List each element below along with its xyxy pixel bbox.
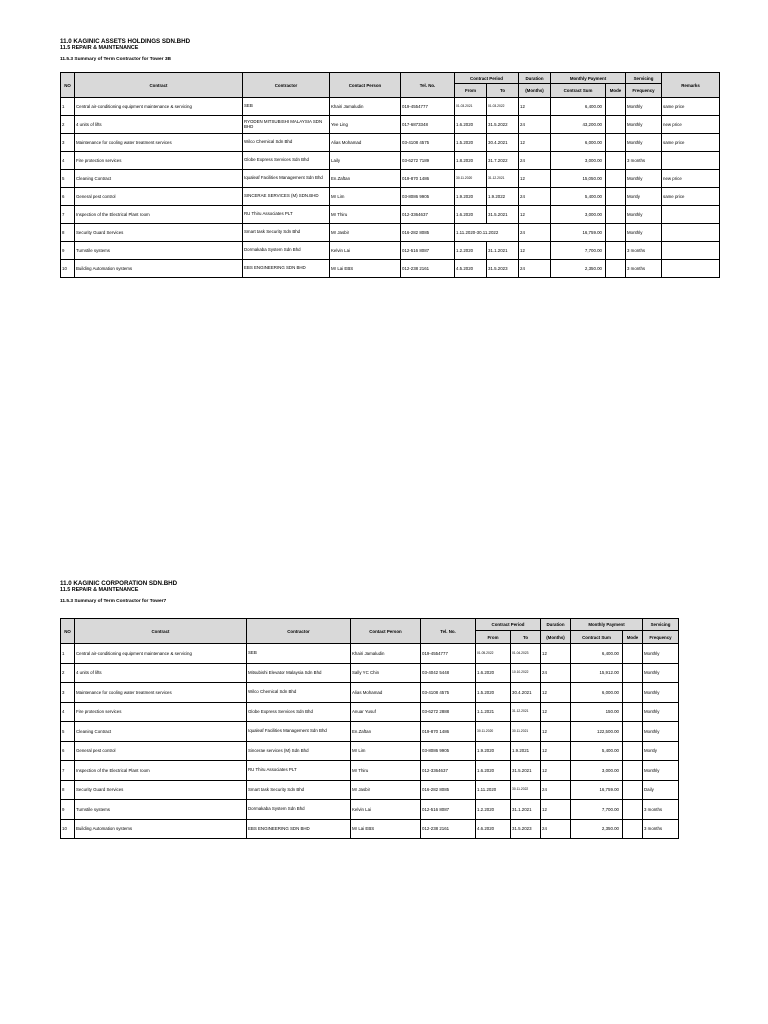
cell-remarks: same price — [662, 188, 720, 206]
section-subtitle: 11.5 REPAIR & MAINTENANCE — [60, 45, 139, 51]
table-row — [61, 188, 720, 206]
cell-mode — [606, 116, 626, 134]
cell-to: 30.4.2021 — [511, 683, 541, 703]
cell-mode — [606, 170, 626, 188]
cell-duration: 12 — [519, 170, 551, 188]
cell-sum: 6,000.00 — [551, 134, 606, 152]
cell-from: 01.05.2022 — [476, 644, 511, 664]
cell-tel: 016-282 8085 — [401, 224, 455, 242]
cell-tel: 016-282 8085 — [421, 780, 476, 800]
cell-tel: 03-4042 5448 — [421, 663, 476, 683]
cell-no: 6 — [61, 188, 75, 206]
table-title: 11.5.3 Summary of Term Contractor for Tower7 — [60, 598, 167, 604]
cell-from: 1.6.2020 — [455, 116, 487, 134]
header-servicing: Servicing — [626, 73, 662, 84]
cell-freq: 3 months — [626, 152, 662, 170]
table-row — [61, 224, 720, 242]
cell-person: Mr Thiru — [330, 206, 401, 224]
cell-sum: 6,000.00 — [571, 683, 623, 703]
cell-mode — [623, 800, 643, 820]
cell-from: 1.8.2020 — [455, 152, 487, 170]
cell-freq: Monthly — [643, 663, 679, 683]
cell-to: 10.10.2022 — [511, 663, 541, 683]
cell-contractor: Mitsubishi Elevator Malaysia Sdn Bhd — [247, 663, 351, 683]
cell-contractor: RU Thiru Associates PLT — [243, 206, 330, 224]
cell-contractor: SEB — [247, 644, 351, 664]
cell-to: 31.5.2022 — [487, 116, 519, 134]
cell-mode — [623, 683, 643, 703]
table-row — [61, 644, 679, 664]
header-monthly-payment: Monthly Payment — [571, 619, 643, 631]
header-contract-sum: Contract Sum — [551, 84, 606, 98]
cell-no: 10 — [61, 819, 75, 839]
cell-person: En.Zaftan — [330, 170, 401, 188]
cell-contract: Maintenance for cooling water treatment services — [75, 683, 247, 703]
cell-duration: 24 — [519, 152, 551, 170]
cell-mode — [623, 702, 643, 722]
cell-no: 4 — [61, 702, 75, 722]
cell-remarks — [662, 152, 720, 170]
cell-no: 2 — [61, 663, 75, 683]
cell-person: Mr Jasbir — [330, 224, 401, 242]
cell-tel: 03-4108 4575 — [401, 134, 455, 152]
cell-no: 4 — [61, 152, 75, 170]
header-frequency: Frequency — [643, 631, 679, 644]
cell-contract: Maintenance for cooling water treatment services — [75, 134, 243, 152]
cell-to: 31.5.2023 — [487, 260, 519, 278]
cell-contractor: RU Thiru Associates PLT — [247, 761, 351, 781]
header-frequency: Frequency — [626, 84, 662, 98]
cell-mode — [623, 780, 643, 800]
cell-no: 5 — [61, 722, 75, 742]
cell-mode — [606, 152, 626, 170]
cell-sum: 122,500.00 — [571, 722, 623, 742]
cell-from: 1.11.2020 — [476, 780, 511, 800]
cell-from: 4.5.2020 — [455, 260, 487, 278]
header-no: NO — [61, 619, 75, 644]
table-row — [61, 134, 720, 152]
cell-sum: 2,350.00 — [551, 260, 606, 278]
header-contract-period: Contract Period — [476, 619, 541, 631]
cell-from: 1.2.2020 — [476, 800, 511, 820]
cell-sum: 15,912.00 — [571, 663, 623, 683]
cell-tel: 019-4554777 — [421, 644, 476, 664]
header-from: From — [476, 631, 511, 644]
cell-from: 01.03.2021 — [455, 98, 487, 116]
cell-from: 1.1.2021 — [476, 702, 511, 722]
cell-sum: 5,400.00 — [551, 188, 606, 206]
cell-no: 8 — [61, 224, 75, 242]
cell-tel: 012-3364637 — [421, 761, 476, 781]
cell-duration: 24 — [519, 188, 551, 206]
cell-freq: Monthly — [626, 170, 662, 188]
cell-from: 30.11.2020 — [476, 722, 511, 742]
cell-freq: Monthly — [643, 644, 679, 664]
cell-person: En.Zaftan — [351, 722, 421, 742]
cell-sum: 7,700.00 — [571, 800, 623, 820]
cell-contractor: Globe Express Services Sdn Bhd — [243, 152, 330, 170]
cell-freq: Monthly — [643, 722, 679, 742]
cell-tel: 03-6272 2888 — [421, 702, 476, 722]
cell-no: 6 — [61, 741, 75, 761]
cell-mode — [623, 741, 643, 761]
cell-person: Laily — [330, 152, 401, 170]
cell-sum: 150.00 — [571, 702, 623, 722]
cell-contractor: Dormakaba System Sdn Bhd — [247, 800, 351, 820]
cell-mode — [606, 188, 626, 206]
cell-to: 31.1.2021 — [487, 242, 519, 260]
cell-contract: 4 units of lifts — [75, 663, 247, 683]
cell-person: Alias Mohamad — [351, 683, 421, 703]
cell-duration: 12 — [541, 741, 571, 761]
contractor-table-tower-7 — [60, 618, 679, 839]
cell-contract: Inspection of the Electrical Plant room — [75, 206, 243, 224]
cell-no: 1 — [61, 98, 75, 116]
cell-person: Mr Lai EBS — [330, 260, 401, 278]
cell-mode — [623, 819, 643, 839]
cell-duration: 12 — [541, 722, 571, 742]
cell-from: 1.6.2020 — [476, 761, 511, 781]
cell-from: 1.9.2020 — [476, 741, 511, 761]
cell-no: 9 — [61, 242, 75, 260]
cell-from: 1.6.2020 — [476, 663, 511, 683]
header-contact-person: Contact Person — [351, 619, 421, 644]
cell-remarks: same price — [662, 134, 720, 152]
cell-no: 7 — [61, 761, 75, 781]
cell-contract: Fire protection services — [75, 702, 247, 722]
cell-contract: Fire protection services — [75, 152, 243, 170]
cell-no: 10 — [61, 260, 75, 278]
cell-from: 1.2.2020 — [455, 242, 487, 260]
header-monthly-payment: Monthly Payment — [551, 73, 626, 84]
cell-duration: 24 — [541, 663, 571, 683]
header-servicing: Servicing — [643, 619, 679, 631]
cell-sum: 6,400.00 — [551, 98, 606, 116]
contractor-table-tower-3b — [60, 72, 720, 278]
cell-to: 31.7.2022 — [487, 152, 519, 170]
cell-duration: 12 — [519, 242, 551, 260]
cell-sum: 16,759.00 — [551, 224, 606, 242]
cell-freq: Monthly — [626, 98, 662, 116]
cell-tel: 012-516 8087 — [421, 800, 476, 820]
cell-mode — [623, 663, 643, 683]
cell-person: Khairi Jamaludin — [351, 644, 421, 664]
header-months: (Months) — [541, 631, 571, 644]
cell-mode — [606, 224, 626, 242]
table-row — [61, 722, 679, 742]
cell-remarks — [662, 242, 720, 260]
table-title: 11.5.3 Summary of Term Contractor for Tower 3B — [60, 56, 171, 62]
cell-person: Mr Jasbir — [351, 780, 421, 800]
cell-contract: Cleaning Contract — [75, 722, 247, 742]
cell-remarks: same price — [662, 98, 720, 116]
cell-contract: 4 units of lifts — [75, 116, 243, 134]
header-tel-no: Tel. No. — [421, 619, 476, 644]
section-tower-7 — [60, 580, 707, 830]
cell-tel: 012-238 2161 — [421, 819, 476, 839]
cell-duration: 12 — [541, 702, 571, 722]
cell-no: 3 — [61, 683, 75, 703]
cell-freq: Daily — [643, 780, 679, 800]
cell-to: 01.03.2022 — [487, 98, 519, 116]
cell-duration: 12 — [519, 98, 551, 116]
cell-tel: 019-4554777 — [401, 98, 455, 116]
cell-mode — [623, 761, 643, 781]
cell-mode — [606, 206, 626, 224]
cell-contract: General pest control — [75, 741, 247, 761]
cell-freq: Montly — [643, 741, 679, 761]
header-mode: Mode — [606, 84, 626, 98]
table-row — [61, 206, 720, 224]
cell-contract: Building Automation systems — [75, 260, 243, 278]
cell-contractor: RYODEN MITSUBISHI MALAYSIA SDN BHD — [243, 116, 330, 134]
cell-contract: Inspection of the Electrical Plant room — [75, 761, 247, 781]
cell-contractor: SINCERAE SERVICES (M) SDN.BHD — [243, 188, 330, 206]
cell-person: Mr Lim — [330, 188, 401, 206]
cell-duration: 12 — [541, 800, 571, 820]
cell-contractor: SEB — [243, 98, 330, 116]
table-row — [61, 819, 679, 839]
cell-to: 30.11.2021 — [511, 722, 541, 742]
cell-contract: Turnstile systems — [75, 242, 243, 260]
header-contract-sum: Contract Sum — [571, 631, 623, 644]
cell-tel: 012-3364637 — [401, 206, 455, 224]
table-row — [61, 260, 720, 278]
cell-tel: 017-6873348 — [401, 116, 455, 134]
cell-from: 30.11.2020 — [455, 170, 487, 188]
header-remarks: Remarks — [662, 73, 720, 98]
cell-from: 4.6.2020 — [476, 819, 511, 839]
cell-tel: 03-8086 9905 — [421, 741, 476, 761]
cell-mode — [606, 134, 626, 152]
cell-contractor: Iqualeaf Facilities Management Sdn Bhd — [247, 722, 351, 742]
cell-to: 30.4.2021 — [487, 134, 519, 152]
cell-sum: 2,350.00 — [571, 819, 623, 839]
cell-person: Yee Ling — [330, 116, 401, 134]
cell-duration: 12 — [519, 206, 551, 224]
cell-mode — [606, 242, 626, 260]
cell-sum: 16,759.00 — [571, 780, 623, 800]
cell-from: 1.6.2020 — [455, 206, 487, 224]
cell-remarks: new price — [662, 116, 720, 134]
cell-contract: Turnstile systems — [75, 800, 247, 820]
cell-tel: 03-8086 9905 — [401, 188, 455, 206]
cell-remarks: new price — [662, 170, 720, 188]
cell-contractor: EBS ENGINEERING SDN BHD — [247, 819, 351, 839]
header-contact-person: Contact Person — [330, 73, 401, 98]
cell-remarks — [662, 224, 720, 242]
cell-freq: 3 months — [643, 819, 679, 839]
cell-sum: 43,200.00 — [551, 116, 606, 134]
table-row — [61, 98, 720, 116]
cell-mode — [623, 722, 643, 742]
cell-no: 2 — [61, 116, 75, 134]
cell-freq: Monthly — [626, 134, 662, 152]
cell-tel: 012-238 2161 — [401, 260, 455, 278]
cell-contract: Security Guard Services — [75, 224, 243, 242]
cell-contractor: Dormakaba System Sdn Bhd — [243, 242, 330, 260]
header-from: From — [455, 84, 487, 98]
cell-sum: 3,000.00 — [551, 206, 606, 224]
cell-contract: General pest control — [75, 188, 243, 206]
cell-freq: 3 months — [626, 242, 662, 260]
cell-tel: 019-870 1486 — [421, 722, 476, 742]
header-months: (Months) — [519, 84, 551, 98]
table-row — [61, 683, 679, 703]
cell-duration: 12 — [541, 644, 571, 664]
header-contract: Contract — [75, 73, 243, 98]
cell-duration: 12 — [541, 683, 571, 703]
cell-no: 9 — [61, 800, 75, 820]
table-row — [61, 702, 679, 722]
cell-to: 30.11.2022 — [511, 780, 541, 800]
cell-from: 1.11.2020-30.11.2022 — [455, 224, 519, 242]
cell-to: 31.5.2021 — [487, 206, 519, 224]
cell-freq: Monthly — [626, 224, 662, 242]
cell-freq: Monthly — [643, 702, 679, 722]
header-to: To — [487, 84, 519, 98]
cell-person: Mr Lai EBS — [351, 819, 421, 839]
cell-contract: Central air-conditioning equipment maintenance & servicing — [75, 98, 243, 116]
cell-tel: 03-6272 7189 — [401, 152, 455, 170]
cell-person: Sally YC Chin — [351, 663, 421, 683]
cell-mode — [623, 644, 643, 664]
cell-from: 1.9.2020 — [455, 188, 487, 206]
cell-freq: Monthly — [643, 761, 679, 781]
cell-to: 31.1.2021 — [511, 800, 541, 820]
cell-duration: 12 — [541, 761, 571, 781]
header-contract-period: Contract Period — [455, 73, 519, 84]
table-row — [61, 242, 720, 260]
cell-remarks — [662, 260, 720, 278]
table-row — [61, 800, 679, 820]
table-row — [61, 116, 720, 134]
cell-person: Mr Lim — [351, 741, 421, 761]
header-contract: Contract — [75, 619, 247, 644]
header-duration: Duration — [519, 73, 551, 84]
table-row — [61, 152, 720, 170]
cell-sum: 5,400.00 — [571, 741, 623, 761]
cell-freq: Monthly — [643, 683, 679, 703]
table-row — [61, 780, 679, 800]
company-title: 11.0 KAGINIC ASSETS HOLDINGS SDN.BHD — [60, 38, 191, 45]
cell-tel: 019-870 1486 — [401, 170, 455, 188]
cell-mode — [606, 260, 626, 278]
table-row — [61, 761, 679, 781]
cell-to: 31.12.2021 — [487, 170, 519, 188]
cell-sum: 15,050.00 — [551, 170, 606, 188]
cell-contract: Security Guard Services — [75, 780, 247, 800]
table-row — [61, 170, 720, 188]
cell-person: Anuar Yusuf — [351, 702, 421, 722]
cell-duration: 24 — [519, 260, 551, 278]
cell-freq: Monthly — [626, 206, 662, 224]
cell-tel: 012-516 8087 — [401, 242, 455, 260]
cell-sum: 3,000.00 — [551, 152, 606, 170]
header-tel-no: Tel. No. — [401, 73, 455, 98]
cell-duration: 24 — [519, 224, 551, 242]
table-row — [61, 741, 679, 761]
cell-sum: 3,000.00 — [571, 761, 623, 781]
cell-duration: 24 — [519, 116, 551, 134]
cell-mode — [606, 98, 626, 116]
cell-person: Kelvin Lai — [330, 242, 401, 260]
cell-contract: Central air-conditioning equipment maintenance & servicing — [75, 644, 247, 664]
cell-contractor: Iqualeaf Facilities Management Sdn Bhd — [243, 170, 330, 188]
cell-sum: 7,700.00 — [551, 242, 606, 260]
cell-person: Khairi Jamaludin — [330, 98, 401, 116]
cell-no: 5 — [61, 170, 75, 188]
cell-duration: 24 — [541, 780, 571, 800]
table-row — [61, 663, 679, 683]
section-tower-3b — [60, 38, 707, 288]
cell-to: 31.5.2023 — [511, 819, 541, 839]
cell-contractor: Sincerae services (M) Sdn Bhd — [247, 741, 351, 761]
cell-from: 1.5.2020 — [455, 134, 487, 152]
cell-to: 1.9.2022 — [487, 188, 519, 206]
header-no: NO — [61, 73, 75, 98]
cell-contractor: Wilco Chemical Sdn Bhd — [247, 683, 351, 703]
cell-duration: 12 — [519, 134, 551, 152]
header-duration: Duration — [541, 619, 571, 631]
cell-remarks — [662, 206, 720, 224]
section-subtitle: 11.5 REPAIR & MAINTENANCE — [60, 587, 139, 593]
cell-freq: 3 months — [643, 800, 679, 820]
cell-person: Mr Thiru — [351, 761, 421, 781]
cell-contract: Cleaning Contract — [75, 170, 243, 188]
cell-no: 3 — [61, 134, 75, 152]
cell-person: Kelvin Lai — [351, 800, 421, 820]
cell-freq: Monthly — [626, 116, 662, 134]
cell-sum: 6,400.00 — [571, 644, 623, 664]
cell-freq: 3 months — [626, 260, 662, 278]
header-to: To — [511, 631, 541, 644]
cell-tel: 03-4108 4575 — [421, 683, 476, 703]
cell-to: 1.9.2021 — [511, 741, 541, 761]
cell-person: Alias Mohamad — [330, 134, 401, 152]
cell-contractor: EBS ENGINEERING SDN BHD — [243, 260, 330, 278]
cell-freq: Montly — [626, 188, 662, 206]
cell-duration: 24 — [541, 819, 571, 839]
header-mode: Mode — [623, 631, 643, 644]
header-contractor: Contractor — [243, 73, 330, 98]
company-title: 11.0 KAGINIC CORPORATION SDN.BHD — [60, 580, 178, 587]
cell-contractor: Globe Express Services Sdn Bhd — [247, 702, 351, 722]
cell-contractor: Smart task Security Sdn Bhd — [243, 224, 330, 242]
cell-no: 1 — [61, 644, 75, 664]
cell-contractor: Wilco Chemical Sdn Bhd — [243, 134, 330, 152]
cell-to: 31.12.2021 — [511, 702, 541, 722]
cell-to: 31.5.2021 — [511, 761, 541, 781]
cell-to: 01.04.2023 — [511, 644, 541, 664]
header-contractor: Contractor — [247, 619, 351, 644]
cell-contract: Building Automation systems — [75, 819, 247, 839]
cell-no: 7 — [61, 206, 75, 224]
cell-from: 1.5.2020 — [476, 683, 511, 703]
cell-contractor: Smart task Security Sdn Bhd — [247, 780, 351, 800]
cell-no: 8 — [61, 780, 75, 800]
